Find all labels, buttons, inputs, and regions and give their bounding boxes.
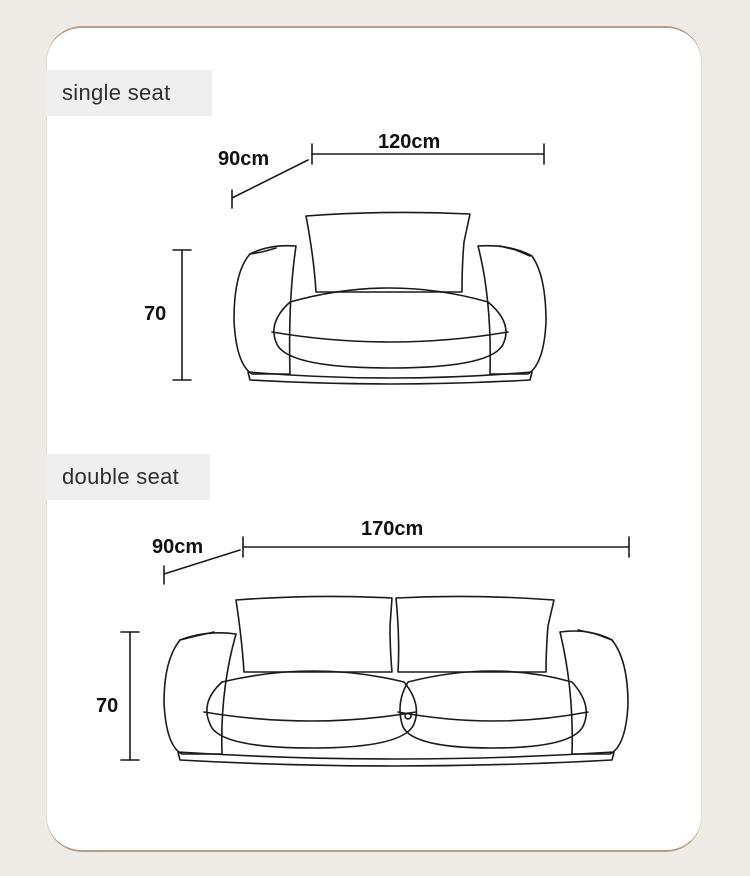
single-height-dimension-line <box>173 250 191 380</box>
double-sofa-sketch <box>164 596 628 766</box>
double-height-label: 70 <box>96 695 119 717</box>
section-label-double-seat: double seat <box>46 454 210 500</box>
double-seat-diagram <box>121 537 629 766</box>
single-height-label: 70 <box>144 303 167 325</box>
double-width-label: 170cm <box>361 518 424 540</box>
single-width-label: 120cm <box>378 131 441 153</box>
single-sofa-sketch <box>234 212 546 384</box>
section-label-single-seat: single seat <box>46 70 212 116</box>
single-seat-diagram <box>173 144 546 384</box>
single-depth-label: 90cm <box>218 148 270 170</box>
double-depth-label: 90cm <box>152 536 204 558</box>
double-width-dimension-line <box>243 537 629 557</box>
double-height-dimension-line <box>121 632 139 760</box>
